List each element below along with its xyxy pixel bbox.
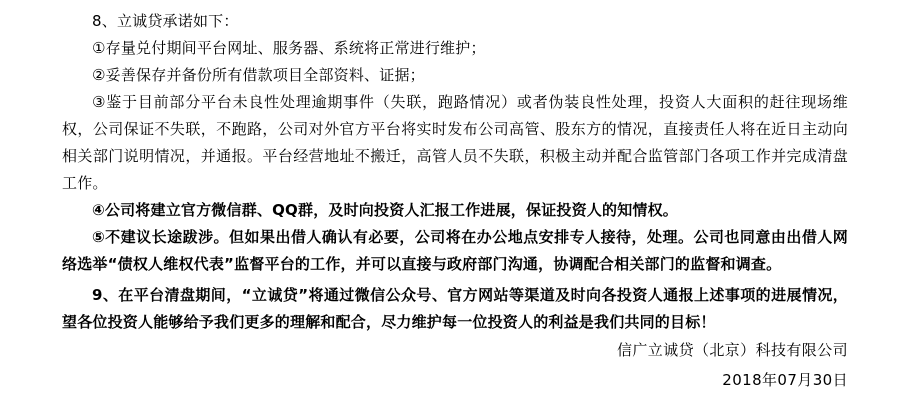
paragraph-item-8-sub-4: ④公司将建立官方微信群、QQ群，及时向投资人汇报工作进展，保证投资人的知情权。 [92, 201, 679, 219]
footer-company-name: 信广立诚贷（北京）科技有限公司 [616, 341, 848, 359]
paragraph-item-8-sub-2: ②妥善保存并备份所有借款项目全部资料、证据； [92, 66, 425, 84]
paragraph-item-8-sub-5: ⑤不建议长途跋涉。但如果出借人确认有必要，公司将在办公地点安排专人接待，处理。公司也同意由出借人网络选举“债权人维权代表”监督平台的工作，并可以直接与政府部门沟通，协调配合相关部门的监督和调查。 [62, 228, 848, 273]
paragraph-item-8-sub-1: ①存量兑付期间平台网址、服务器、系统将正常进行维护； [92, 39, 486, 57]
paragraph-item-8-sub-3: ③鉴于目前部分平台未良性处理逾期事件（失联，跑路情况）或者伪装良性处理，投资人大面积的赶往现场维权，公司保证不失联，不跑路，公司对外官方平台将实时发布公司高管、股东方的情况，直接责任人将在近日主动向相关部门说明情况，并通报。平台经营地址不搬迁，高管人员不失联，积极主动并配合监管部门各项工作并完成清盘工作。 [62, 93, 848, 192]
footer-date: 2018年07月30日 [722, 371, 848, 389]
document-footer [617, 335, 848, 395]
paragraph-item-9: 9、在平台清盘期间，“立诚贷”将通过微信公众号、官方网站等渠道及时向各投资人通报上述事项的进展情况，望各位投资人能够给予我们更多的理解和配合，尽力维护每一位投资人的利益是我们共同的目标！ [62, 286, 848, 331]
paragraph-item-8-heading: 8、立诚贷承诺如下： [92, 12, 239, 30]
